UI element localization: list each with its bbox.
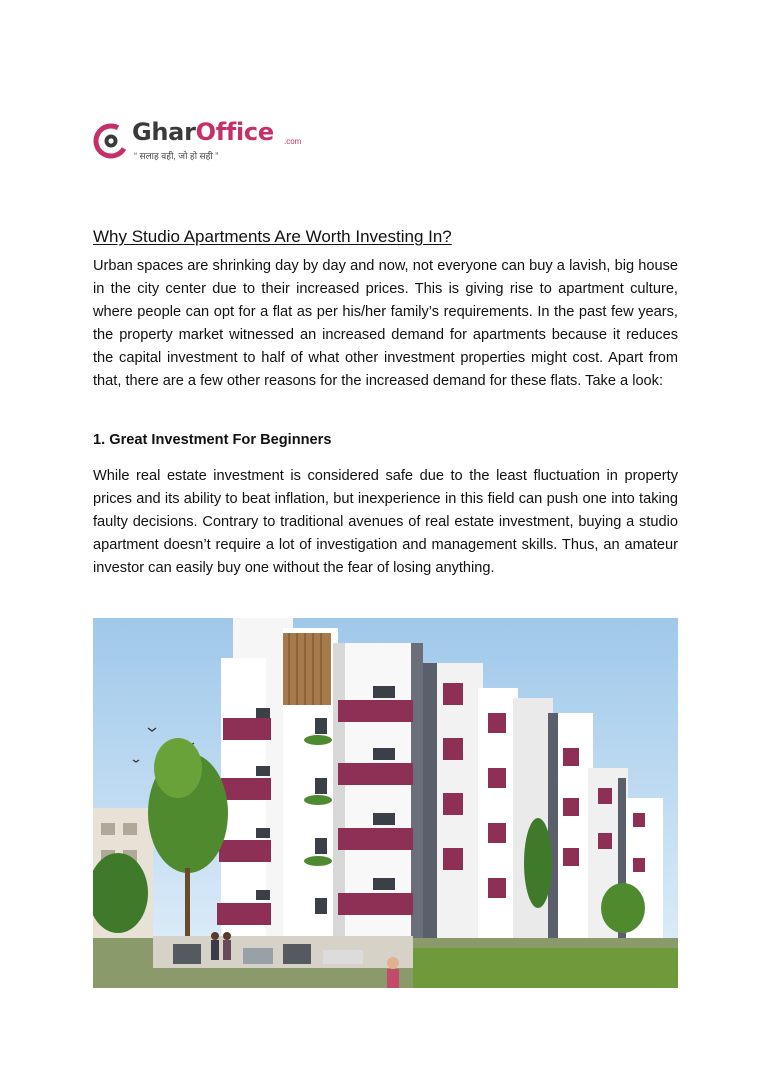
gharoffice-logo-icon bbox=[92, 122, 130, 160]
article-title: Why Studio Apartments Are Worth Investing In? bbox=[93, 227, 452, 246]
apartment-building-image bbox=[93, 618, 678, 988]
logo-name-office: Office bbox=[195, 118, 274, 146]
gharoffice-logo bbox=[92, 120, 322, 164]
logo-name-ghar: Ghar bbox=[132, 118, 196, 146]
logo-tagline: “ सलाह वही, जो हो सही ” bbox=[134, 151, 219, 161]
logo-domain: .com bbox=[284, 137, 302, 146]
intro-paragraph: Urban spaces are shrinking day by day and now, not everyone can buy a lavish, big house in the city center due to their increased prices. This is giving rise to apartment culture, where people can opt for a flat as per his/her family’s requirements. In the past few years, the property market witnessed an increased demand for apartments because it reduces the capital investment to half of what other investment properties might cost. Apart from that, there are a few other reasons for the increased demand for these flats. Take a look: bbox=[93, 258, 678, 390]
section-heading: 1. Great Investment For Beginners bbox=[93, 432, 332, 448]
logo-wordmark bbox=[132, 118, 274, 146]
section-paragraph: While real estate investment is considered safe due to the least fluctuation in property prices and its ability to beat inflation, but inexperience in this field can push one into taking faulty decisions. Contrary to traditional avenues of real estate investment, buying a studio apartment doesn’t require a lot of investigation and management skills. Thus, an amateur investor can easily buy one without the fear of losing anything. bbox=[93, 468, 678, 577]
